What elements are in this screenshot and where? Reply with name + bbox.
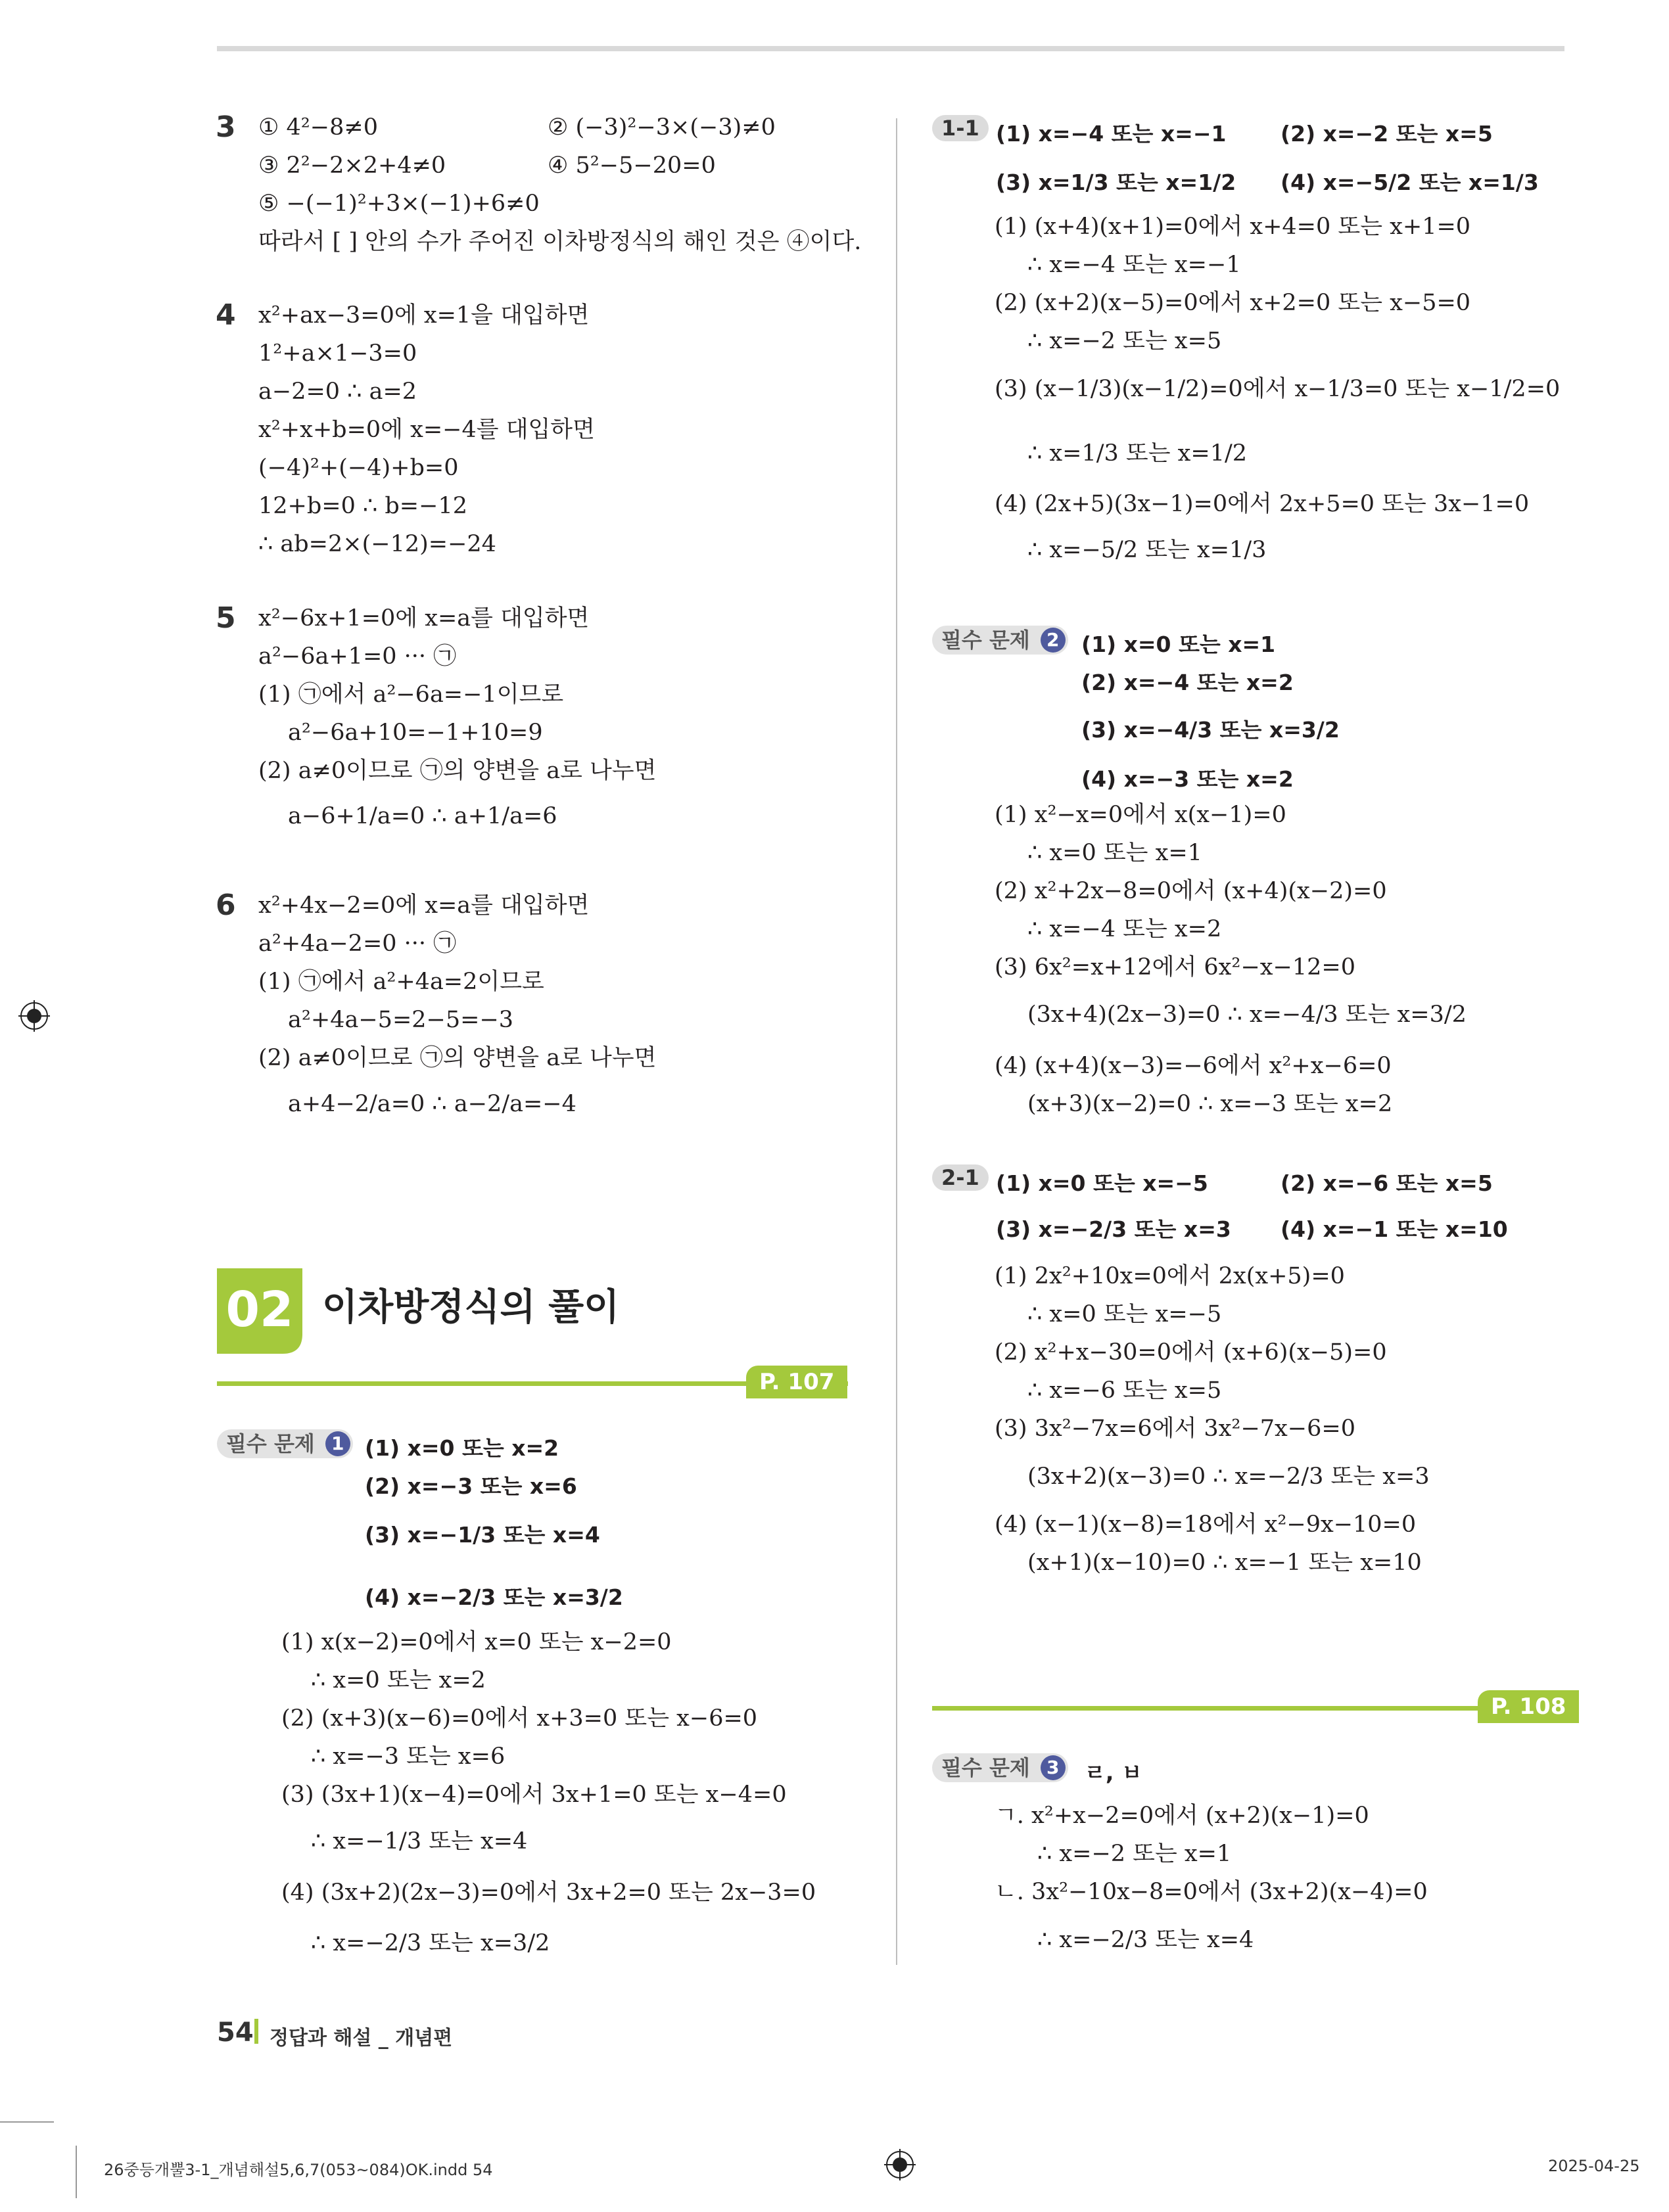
slug-filename: 26중등개뿔3-1_개념해설5,6,7(053~084)OK.indd 54: [104, 2161, 493, 2179]
s21-answer-4: (4) x=−1 또는 x=10: [1281, 1216, 1508, 1242]
section-badge: [217, 1268, 302, 1354]
req1-line-8: ∴ x=−2/3 또는 x=3/2: [311, 1930, 550, 1956]
req2-answer-3: (3) x=−4/3 또는 x=3/2: [1081, 717, 1340, 743]
req3-line-3: ㄴ. 3x²−10x−8=0에서 (3x+2)(x−4)=0: [995, 1879, 1428, 1905]
section-badge-number: 02: [225, 1281, 294, 1338]
req3-line-1: ㄱ. x²+x−2=0에서 (x+2)(x−1)=0: [995, 1803, 1369, 1829]
p6-line-3: (1) ㉠에서 a²+4a=2이므로: [258, 969, 544, 995]
s21-answer-3: (3) x=−2/3 또는 x=3: [996, 1216, 1231, 1242]
p5-line-2: a²−6a+1=0 ··· ㉠: [258, 643, 457, 670]
required-problem-1-tag: [217, 1429, 353, 1458]
required-problem-2-tag: [932, 626, 1068, 655]
p5-line-4: a²−6a+10=−1+10=9: [288, 720, 543, 746]
req1-answer-1: (1) x=0 또는 x=2: [365, 1435, 559, 1461]
req2-line-3: (2) x²+2x−8=0에서 (x+4)(x−2)=0: [995, 878, 1387, 904]
s11-answer-1: (1) x=−4 또는 x=−1: [996, 121, 1227, 147]
subproblem-2-1-tag: 2-1: [932, 1164, 989, 1191]
p4-line-2: 1²+a×1−3=0: [258, 340, 417, 367]
top-rule: [217, 46, 1564, 51]
footer-label: 정답과 해설 _ 개념편: [270, 2027, 453, 2050]
s21-answer-1: (1) x=0 또는 x=−5: [996, 1170, 1208, 1196]
p3-line-5: ⑤ −(−1)²+3×(−1)+6≠0: [258, 191, 540, 217]
page-tag-108: P. 108: [1478, 1690, 1579, 1723]
green-rule-right: [932, 1706, 1563, 1711]
s11-line-7: (4) (2x+5)(3x−1)=0에서 2x+5=0 또는 3x−1=0: [995, 491, 1530, 517]
req2-line-1: (1) x²−x=0에서 x(x−1)=0: [995, 802, 1286, 828]
s11-line-6: ∴ x=1/3 또는 x=1/2: [1027, 440, 1248, 467]
s11-answer-3: (3) x=1/3 또는 x=1/2: [996, 170, 1236, 195]
s11-line-5: (3) (x−1/3)(x−1/2)=0에서 x−1/3=0 또는 x−1/2=0: [995, 376, 1561, 402]
required-problem-3-number: 3: [1041, 1755, 1066, 1780]
p4-line-5: (−4)²+(−4)+b=0: [258, 455, 459, 481]
s11-line-8: ∴ x=−5/2 또는 x=1/3: [1027, 537, 1267, 563]
problem-number-3: 3: [216, 110, 236, 144]
req2-line-8: (x+3)(x−2)=0 ∴ x=−3 또는 x=2: [1027, 1091, 1393, 1117]
req2-answer-4: (4) x=−3 또는 x=2: [1081, 766, 1294, 792]
crop-mark-horizontal: [0, 2121, 54, 2123]
req2-line-5: (3) 6x²=x+12에서 6x²−x−12=0: [995, 954, 1355, 980]
column-divider: [896, 118, 897, 1965]
page-tag-107: P. 107: [746, 1366, 847, 1398]
p6-line-6: a+4−2/a=0 ∴ a−2/a=−4: [288, 1091, 576, 1117]
required-problem-3-label: 필수 문제: [941, 1755, 1030, 1780]
req2-line-6: (3x+4)(2x−3)=0 ∴ x=−4/3 또는 x=3/2: [1027, 1002, 1467, 1028]
req1-line-7: (4) (3x+2)(2x−3)=0에서 3x+2=0 또는 2x−3=0: [281, 1879, 816, 1906]
s21-line-7: (4) (x−1)(x−8)=18에서 x²−9x−10=0: [995, 1511, 1417, 1538]
p4-line-7: ∴ ab=2×(−12)=−24: [258, 531, 496, 557]
p5-line-5: (2) a≠0이므로 ㉠의 양변을 a로 나누면: [258, 758, 657, 784]
problem-number-5: 5: [216, 601, 236, 635]
s21-line-2: ∴ x=0 또는 x=−5: [1027, 1301, 1222, 1327]
req2-line-7: (4) (x+4)(x−3)=−6에서 x²+x−6=0: [995, 1053, 1392, 1079]
s21-line-1: (1) 2x²+10x=0에서 2x(x+5)=0: [995, 1263, 1345, 1289]
req1-answer-2: (2) x=−3 또는 x=6: [365, 1473, 577, 1499]
p3-line-4: ④ 5²−5−20=0: [548, 152, 716, 179]
s21-answer-2: (2) x=−6 또는 x=5: [1281, 1170, 1493, 1196]
s11-line-4: ∴ x=−2 또는 x=5: [1027, 328, 1222, 354]
req1-line-5: (3) (3x+1)(x−4)=0에서 3x+1=0 또는 x−4=0: [281, 1782, 787, 1808]
registration-mark-bottom-icon: [884, 2149, 916, 2180]
p3-line-2: ② (−3)²−3×(−3)≠0: [548, 114, 776, 141]
subproblem-1-1-tag: 1-1: [932, 115, 989, 141]
p6-line-5: (2) a≠0이므로 ㉠의 양변을 a로 나누면: [258, 1045, 657, 1071]
p4-line-4: x²+x+b=0에 x=−4를 대입하면: [258, 417, 595, 443]
required-problem-2-number: 2: [1041, 628, 1066, 653]
req1-line-2: ∴ x=0 또는 x=2: [311, 1667, 486, 1694]
footer-separator: [254, 2019, 258, 2044]
required-problem-1-number: 1: [325, 1431, 350, 1456]
p5-line-3: (1) ㉠에서 a²−6a=−1이므로: [258, 681, 564, 708]
req3-line-2: ∴ x=−2 또는 x=1: [1037, 1841, 1232, 1867]
problem-number-6: 6: [216, 888, 236, 922]
slug-date: 2025-04-25: [1548, 2157, 1640, 2175]
p3-conclusion: 따라서 [ ] 안의 수가 주어진 이차방정식의 해인 것은 ④이다.: [258, 229, 862, 255]
required-problem-1-label: 필수 문제: [226, 1431, 315, 1456]
s11-answer-2: (2) x=−2 또는 x=5: [1281, 121, 1493, 147]
s11-answer-4: (4) x=−5/2 또는 x=1/3: [1281, 170, 1539, 195]
p6-line-1: x²+4x−2=0에 x=a를 대입하면: [258, 892, 590, 919]
req1-line-6: ∴ x=−1/3 또는 x=4: [311, 1828, 528, 1855]
p6-line-2: a²+4a−2=0 ··· ㉠: [258, 931, 457, 957]
p3-line-3: ③ 2²−2×2+4≠0: [258, 152, 446, 179]
req1-line-4: ∴ x=−3 또는 x=6: [311, 1743, 505, 1770]
req3-answer: ㄹ, ㅂ: [1085, 1760, 1142, 1786]
s11-line-1: (1) (x+4)(x+1)=0에서 x+4=0 또는 x+1=0: [995, 214, 1471, 240]
s11-line-2: ∴ x=−4 또는 x=−1: [1027, 252, 1241, 278]
p4-line-6: 12+b=0 ∴ b=−12: [258, 493, 467, 519]
req2-answer-1: (1) x=0 또는 x=1: [1081, 632, 1276, 657]
req1-answer-3: (3) x=−1/3 또는 x=4: [365, 1522, 600, 1548]
s21-line-8: (x+1)(x−10)=0 ∴ x=−1 또는 x=10: [1027, 1550, 1422, 1576]
p4-line-3: a−2=0 ∴ a=2: [258, 379, 417, 405]
required-problem-2-label: 필수 문제: [941, 628, 1030, 653]
section-title: 이차방정식의 풀이: [322, 1286, 620, 1329]
s21-line-6: (3x+2)(x−3)=0 ∴ x=−2/3 또는 x=3: [1027, 1463, 1430, 1490]
s11-line-3: (2) (x+2)(x−5)=0에서 x+2=0 또는 x−5=0: [995, 290, 1471, 316]
p3-line-1: ① 4²−8≠0: [258, 114, 378, 141]
p5-line-6: a−6+1/a=0 ∴ a+1/a=6: [288, 803, 557, 829]
p4-line-1: x²+ax−3=0에 x=1을 대입하면: [258, 302, 590, 329]
p5-line-1: x²−6x+1=0에 x=a를 대입하면: [258, 605, 590, 632]
req1-answer-4: (4) x=−2/3 또는 x=3/2: [365, 1584, 623, 1610]
required-problem-3-tag: [932, 1753, 1068, 1782]
s21-line-5: (3) 3x²−7x=6에서 3x²−7x−6=0: [995, 1416, 1355, 1442]
req2-line-4: ∴ x=−4 또는 x=2: [1027, 916, 1222, 942]
s21-line-4: ∴ x=−6 또는 x=5: [1027, 1377, 1222, 1404]
s21-line-3: (2) x²+x−30=0에서 (x+6)(x−5)=0: [995, 1339, 1387, 1366]
req3-line-4: ∴ x=−2/3 또는 x=4: [1037, 1927, 1254, 1953]
crop-mark-vertical: [76, 2146, 77, 2198]
page-number: 54: [217, 2017, 254, 2048]
req1-line-1: (1) x(x−2)=0에서 x=0 또는 x−2=0: [281, 1629, 672, 1655]
p6-line-4: a²+4a−5=2−5=−3: [288, 1007, 514, 1033]
registration-mark-icon: [18, 1000, 50, 1032]
req1-line-3: (2) (x+3)(x−6)=0에서 x+3=0 또는 x−6=0: [281, 1705, 758, 1732]
req2-line-2: ∴ x=0 또는 x=1: [1027, 840, 1202, 866]
req2-answer-2: (2) x=−4 또는 x=2: [1081, 670, 1294, 695]
problem-number-4: 4: [216, 298, 236, 332]
